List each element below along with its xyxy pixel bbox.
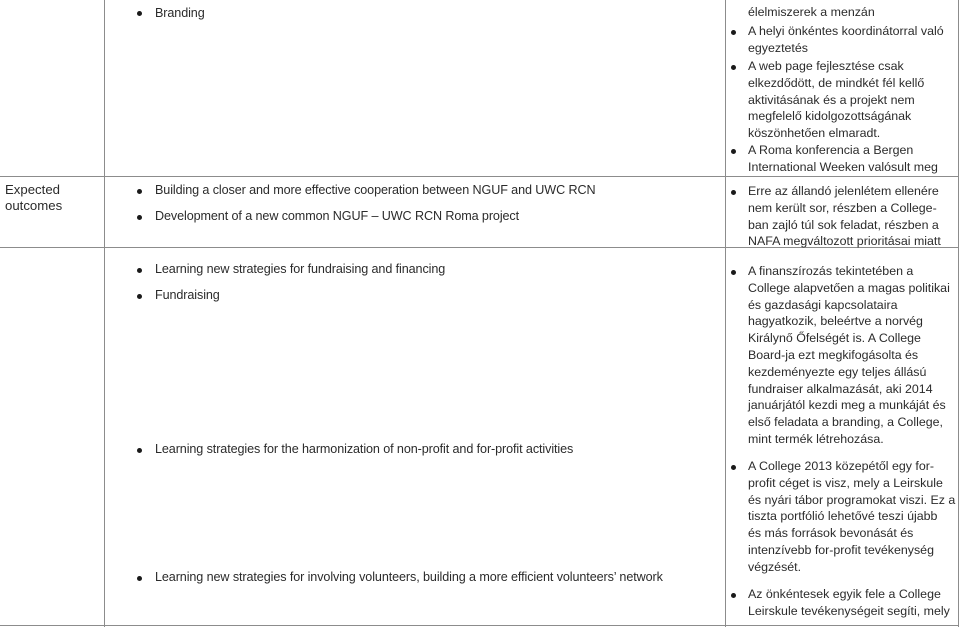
right-item-roma-conference: A Roma konferencia a Bergen International Weeken valósult meg	[748, 143, 938, 174]
bullet-icon	[137, 215, 142, 220]
outcome-cooperation: Building a closer and more effective cooperation between NGUF and UWC RCN	[155, 183, 596, 197]
row-divider-1	[0, 176, 959, 177]
bullet-icon	[137, 294, 142, 299]
bullet-icon	[137, 268, 142, 273]
expected-outcomes-label: Expected outcomes	[5, 182, 63, 213]
right-item-coordinator: A helyi önkéntes koordinátorral való egyeztetés	[748, 24, 944, 55]
outcome-roma-project: Development of a new common NGUF – UWC RCN Roma project	[155, 209, 520, 223]
outcome-fundraising-strategies: Learning new strategies for fundraising and financing	[155, 262, 446, 276]
outcome-harmonization: Learning strategies for the harmonization of non-profit and for-profit activities	[155, 442, 574, 456]
outcome-branding: Branding	[155, 6, 205, 20]
bullet-icon	[731, 30, 736, 35]
outcome-fundraising: Fundraising	[155, 288, 220, 302]
bullet-icon	[137, 576, 142, 581]
bullet-icon	[731, 270, 736, 275]
table-border-mid	[725, 0, 726, 627]
right-item-volunteers: Az önkéntesek egyik fele a College Leirskule tevékenységeit segíti, mely	[748, 587, 950, 618]
right-item-financing: A finanszírozás tekintetében a College alapvetően a magas politikai és gazdasági kapcsolataira hagyatkozik, beleértve a norvég Királynő Őfelségét is. A College Board-ja ezt megkifogásolta és kezdeményezte egy teljes állású fundraiser alkalmazását, aki 2014 januárjától kezdi meg a munkáját és első feladata a branding, a College, mint termék létrehozása.	[748, 264, 950, 446]
right-item-presence: Erre az állandó jelenlétem ellenére nem került sor, részben a College- ban zajló túl sok feladat, részben a NAFA megváltozott prioritásai miatt	[748, 184, 941, 249]
bullet-icon	[137, 448, 142, 453]
bullet-icon	[137, 11, 142, 16]
table-border-left	[104, 0, 105, 627]
table-border-right	[958, 0, 959, 627]
table-border-bottom	[0, 625, 959, 626]
right-text-continuation: élelmiszerek a menzán	[748, 5, 875, 19]
bullet-icon	[731, 65, 736, 70]
bullet-icon	[731, 149, 736, 154]
bullet-icon	[731, 190, 736, 195]
right-item-webpage: A web page fejlesztése csak elkezdődött, de mindkét fél kellő aktivitásának és a projekt nem megfelelő kidolgozottságának köszönhetően elmaradt.	[748, 59, 925, 141]
bullet-icon	[731, 465, 736, 470]
right-item-for-profit: A College 2013 közepétől egy for- profit céget is visz, mely a Leirskule és nyári tábor programokat viszi. Ez a tiszta portfólió lehetővé teszi újabb és más források bevonását és intenzívebb for-profit tevékenység végzését.	[748, 459, 956, 574]
bullet-icon	[137, 189, 142, 194]
bullet-icon	[731, 593, 736, 598]
outcome-volunteers: Learning new strategies for involving volunteers, building a more efficient volunteers’ network	[155, 570, 663, 584]
